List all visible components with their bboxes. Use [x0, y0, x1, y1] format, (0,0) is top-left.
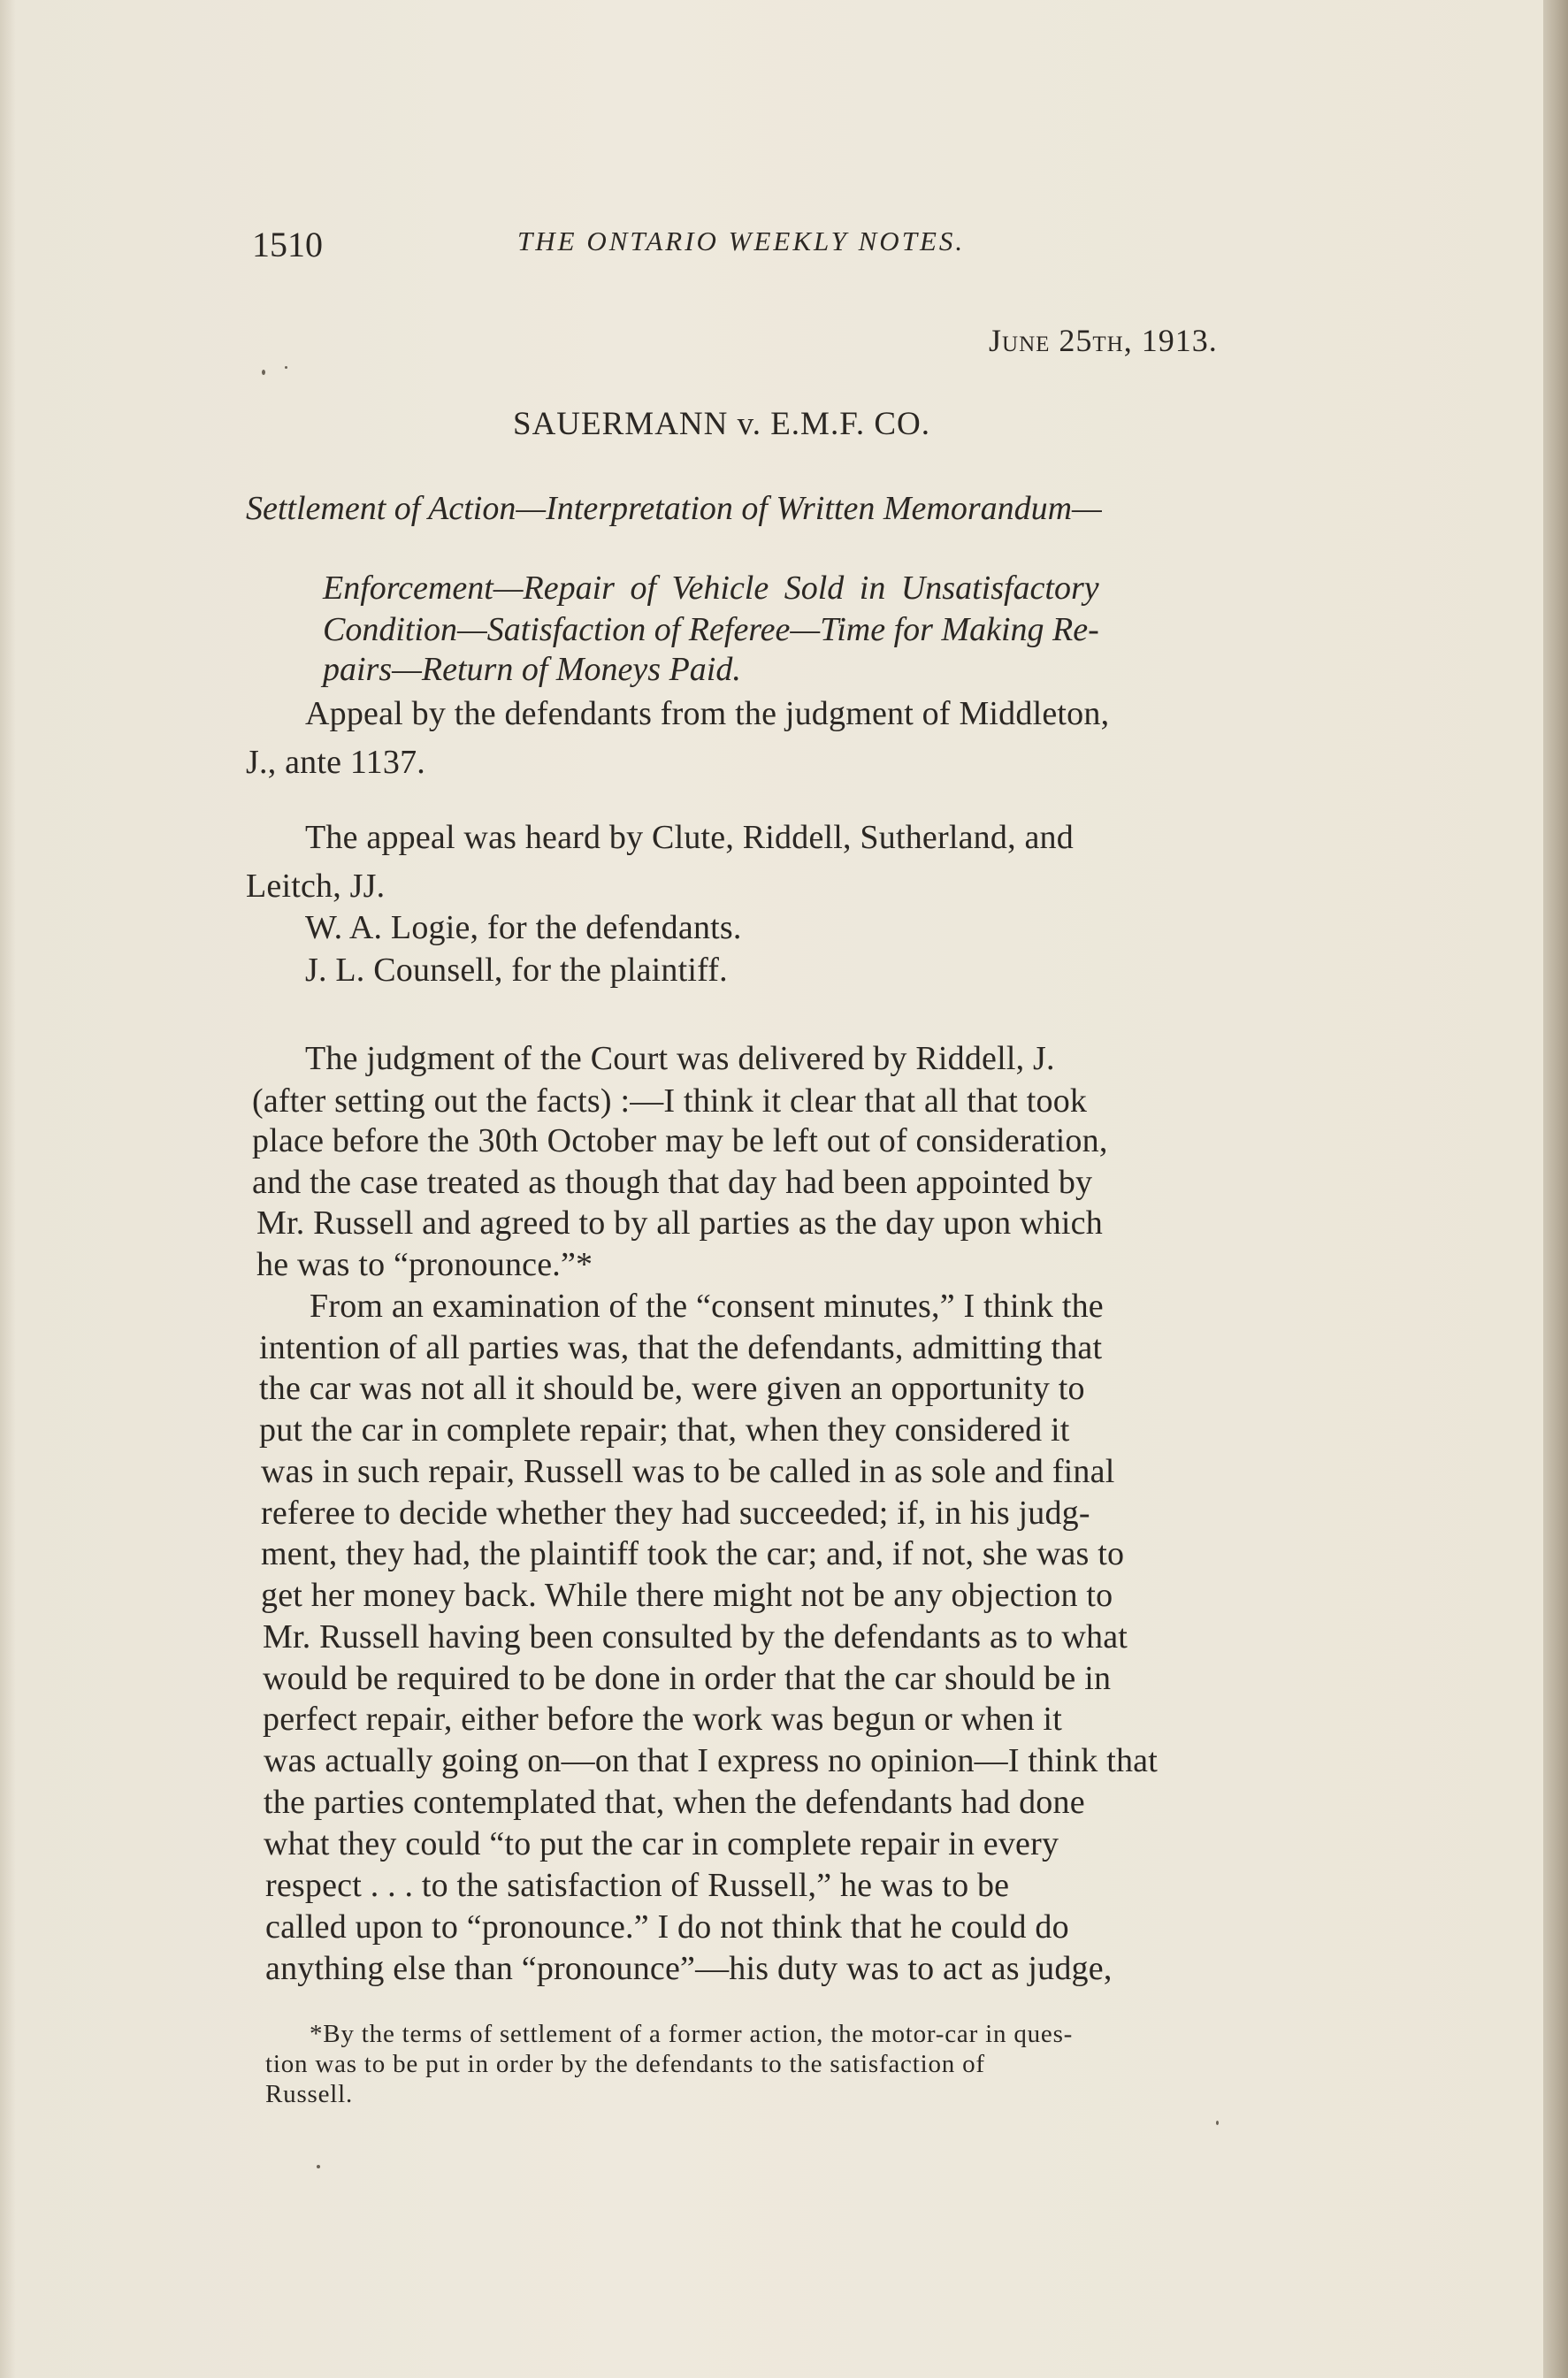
scan-speck: [1216, 2121, 1219, 2125]
judgment-line: was in such repair, Russell was to be called in as sole and final: [261, 1453, 1115, 1490]
judgment-line: Mr. Russell having been consulted by the defendants as to what: [263, 1618, 1128, 1655]
judgment-line: put the car in complete repair; that, when they considered it: [259, 1411, 1070, 1449]
judgment-line: anything else than “pronounce”—his duty was to act as judge,: [265, 1950, 1113, 1987]
scan-speck: [285, 366, 287, 369]
judgment-line: and the case treated as though that day had been appointed by: [252, 1164, 1093, 1201]
judgment-line: respect . . . to the satisfaction of Russell,” he was to be: [265, 1867, 1010, 1904]
judgment-line: would be required to be done in order that the car should be in: [263, 1660, 1112, 1697]
judgment-line: referee to decide whether they had succeeded; if, in his judg-: [261, 1495, 1090, 1532]
judgment-line: he was to “pronounce.”*: [256, 1246, 593, 1283]
running-title: THE ONTARIO WEEKLY NOTES.: [517, 226, 966, 256]
judgment-line: perfect repair, either before the work was begun or when it: [263, 1701, 1062, 1738]
judgment-line: get her money back. While there might not be any objection to: [261, 1577, 1113, 1614]
page-number: 1510: [252, 225, 323, 264]
scan-speck: [262, 370, 265, 375]
appeal-line-2: J., ante 1137.: [246, 744, 425, 781]
judgment-line: the car was not all it should be, were given an opportunity to: [259, 1370, 1085, 1407]
appeal-line-1: [305, 694, 1109, 733]
footnote-line: Russell.: [265, 2080, 354, 2108]
scan-speck: [317, 2165, 320, 2168]
judgment-line: The judgment of the Court was delivered by Riddell, J.: [305, 1040, 1055, 1077]
counsel-plaintiff: J. L. Counsell, for the plaintiff.: [305, 952, 728, 989]
judgment-line: From an examination of the “consent minutes,” I think the: [310, 1288, 1104, 1325]
hearing-line: The appeal was heard by Clute, Riddell, Sutherland, and: [305, 819, 1074, 856]
hearing-line: Leitch, JJ.: [246, 868, 386, 905]
appeal-text: Appeal by the defendants from the judgment of Middleton,: [305, 695, 1110, 732]
judgment-line: the parties contemplated that, when the defendants had done: [264, 1784, 1085, 1821]
judgment-line: ment, they had, the plaintiff took the car; and, if not, she was to: [261, 1535, 1125, 1572]
judgment-line: Mr. Russell and agreed to by all parties as the day upon which: [256, 1204, 1103, 1242]
page-edge: [1543, 0, 1568, 2378]
gutter-shadow: [0, 0, 16, 2378]
judgment-line: place before the 30th October may be left out of consideration,: [252, 1122, 1108, 1159]
headnote-line: Enforcement—Repair of Vehicle Sold in Unsatisfactory: [323, 570, 1099, 607]
judgment-line: what they could “to put the car in complete repair in every: [264, 1825, 1059, 1862]
footnote-line: tion was to be put in order by the defendants to the satisfaction of: [265, 2050, 985, 2078]
judgment-line: (after setting out the facts) :—I think it clear that all that took: [252, 1082, 1088, 1120]
headnote-line: Condition—Satisfaction of Referee—Time for Making Re-: [323, 611, 1099, 648]
headnote-line: pairs—Return of Moneys Paid.: [323, 651, 741, 688]
footnote-line: *By the terms of settlement of a former action, the motor-car in ques-: [310, 2020, 1074, 2048]
judgment-line: was actually going on—on that I express no opinion—I think that: [264, 1742, 1158, 1779]
judgment-line: called upon to “pronounce.” I do not think that he could do: [265, 1908, 1069, 1946]
headnote-line: Settlement of Action—Interpretation of Written Memorandum—: [246, 490, 1102, 527]
case-title: SAUERMANN v. E.M.F. CO.: [513, 406, 930, 442]
counsel-defendants: W. A. Logie, for the defendants.: [305, 909, 742, 946]
judgment-line: intention of all parties was, that the defendants, admitting that: [259, 1329, 1103, 1366]
decision-date: June 25th, 1913.: [989, 323, 1218, 358]
